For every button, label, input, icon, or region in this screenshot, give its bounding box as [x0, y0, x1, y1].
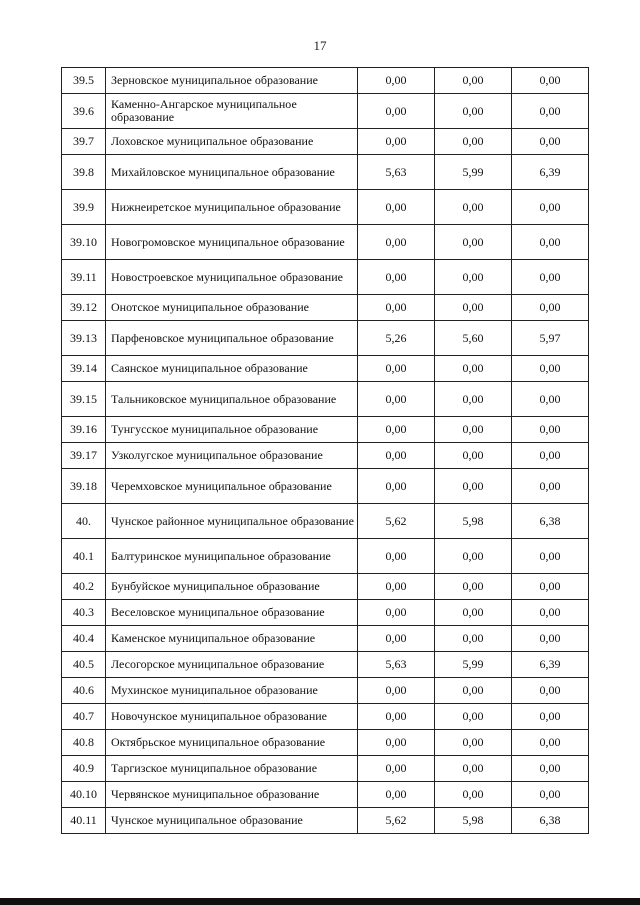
row-name: Парфеновское муниципальное образование — [106, 321, 358, 356]
scan-edge-bar — [0, 898, 640, 905]
row-value-2: 0,00 — [435, 190, 512, 225]
row-value-3: 0,00 — [512, 68, 589, 94]
row-name: Октябрьское муниципальное образование — [106, 730, 358, 756]
table-row — [62, 356, 589, 382]
row-value-1: 0,00 — [358, 704, 435, 730]
table-row — [62, 626, 589, 652]
row-value-3: 0,00 — [512, 600, 589, 626]
row-value-2: 0,00 — [435, 574, 512, 600]
row-value-3: 0,00 — [512, 417, 589, 443]
row-value-1: 0,00 — [358, 782, 435, 808]
row-value-3: 0,00 — [512, 382, 589, 417]
row-value-1: 5,62 — [358, 808, 435, 834]
row-value-1: 0,00 — [358, 190, 435, 225]
row-value-1: 0,00 — [358, 68, 435, 94]
row-value-3: 0,00 — [512, 190, 589, 225]
table-row — [62, 190, 589, 225]
row-value-1: 5,63 — [358, 652, 435, 678]
row-value-3: 0,00 — [512, 626, 589, 652]
row-number: 39.17 — [62, 443, 106, 469]
row-name: Чунское муниципальное образование — [106, 808, 358, 834]
row-value-1: 0,00 — [358, 356, 435, 382]
row-value-2: 5,60 — [435, 321, 512, 356]
row-number: 39.12 — [62, 295, 106, 321]
table-row — [62, 129, 589, 155]
page-number: 17 — [313, 38, 327, 53]
row-value-2: 5,99 — [435, 155, 512, 190]
row-number: 40.5 — [62, 652, 106, 678]
row-value-2: 0,00 — [435, 129, 512, 155]
table-row — [62, 321, 589, 356]
row-number: 39.7 — [62, 129, 106, 155]
row-value-3: 0,00 — [512, 539, 589, 574]
data-table — [61, 67, 589, 834]
row-value-1: 0,00 — [358, 94, 435, 129]
table-row — [62, 808, 589, 834]
row-value-1: 0,00 — [358, 626, 435, 652]
row-value-3: 0,00 — [512, 469, 589, 504]
row-value-2: 0,00 — [435, 626, 512, 652]
table-row — [62, 225, 589, 260]
row-number: 40.11 — [62, 808, 106, 834]
row-number: 39.13 — [62, 321, 106, 356]
row-name: Саянское муниципальное образование — [106, 356, 358, 382]
row-value-1: 0,00 — [358, 539, 435, 574]
row-value-1: 0,00 — [358, 574, 435, 600]
row-name: Узколугское муниципальное образование — [106, 443, 358, 469]
row-name: Онотское муниципальное образование — [106, 295, 358, 321]
row-value-3: 0,00 — [512, 756, 589, 782]
table-row — [62, 94, 589, 129]
row-name: Червянское муниципальное образование — [106, 782, 358, 808]
table-row — [62, 68, 589, 94]
table-row — [62, 443, 589, 469]
row-number: 40.10 — [62, 782, 106, 808]
row-name: Зерновское муниципальное образование — [106, 68, 358, 94]
row-value-1: 0,00 — [358, 730, 435, 756]
row-value-2: 0,00 — [435, 356, 512, 382]
table-row — [62, 756, 589, 782]
row-value-3: 0,00 — [512, 225, 589, 260]
row-value-1: 0,00 — [358, 469, 435, 504]
row-value-3: 0,00 — [512, 574, 589, 600]
row-number: 40.1 — [62, 539, 106, 574]
table-row — [62, 600, 589, 626]
row-value-3: 0,00 — [512, 678, 589, 704]
row-value-2: 0,00 — [435, 225, 512, 260]
table-row — [62, 704, 589, 730]
row-number: 39.10 — [62, 225, 106, 260]
row-number: 40.6 — [62, 678, 106, 704]
row-value-1: 0,00 — [358, 295, 435, 321]
row-value-2: 0,00 — [435, 68, 512, 94]
row-name: Мухинское муниципальное образование — [106, 678, 358, 704]
row-name: Тунгусское муниципальное образование — [106, 417, 358, 443]
row-number: 39.9 — [62, 190, 106, 225]
row-value-1: 0,00 — [358, 678, 435, 704]
row-name: Балтуринское муниципальное образование — [106, 539, 358, 574]
row-value-2: 0,00 — [435, 600, 512, 626]
row-name: Новочунское муниципальное образование — [106, 704, 358, 730]
table-row — [62, 155, 589, 190]
row-number: 39.5 — [62, 68, 106, 94]
table-row — [62, 574, 589, 600]
row-value-2: 0,00 — [435, 295, 512, 321]
table-row — [62, 469, 589, 504]
row-number: 39.11 — [62, 260, 106, 295]
row-number: 40.7 — [62, 704, 106, 730]
row-value-1: 0,00 — [358, 417, 435, 443]
row-value-2: 5,98 — [435, 808, 512, 834]
row-number: 39.6 — [62, 94, 106, 129]
table-row — [62, 504, 589, 539]
row-name: Нижнеиретское муниципальное образование — [106, 190, 358, 225]
row-value-1: 0,00 — [358, 600, 435, 626]
row-number: 40.2 — [62, 574, 106, 600]
row-name: Каменское муниципальное образование — [106, 626, 358, 652]
row-number: 39.8 — [62, 155, 106, 190]
row-value-3: 0,00 — [512, 730, 589, 756]
table-row — [62, 539, 589, 574]
row-value-2: 0,00 — [435, 94, 512, 129]
row-name: Новостроевское муниципальное образование — [106, 260, 358, 295]
row-value-3: 0,00 — [512, 782, 589, 808]
row-value-3: 6,39 — [512, 155, 589, 190]
row-number: 40.4 — [62, 626, 106, 652]
row-name: Новогромовское муниципальное образование — [106, 225, 358, 260]
row-value-2: 0,00 — [435, 382, 512, 417]
row-number: 40.9 — [62, 756, 106, 782]
table-row — [62, 295, 589, 321]
row-number: 39.16 — [62, 417, 106, 443]
row-value-1: 0,00 — [358, 443, 435, 469]
row-value-2: 0,00 — [435, 730, 512, 756]
row-value-1: 0,00 — [358, 225, 435, 260]
row-value-2: 0,00 — [435, 469, 512, 504]
row-name: Михайловское муниципальное образование — [106, 155, 358, 190]
row-value-2: 5,98 — [435, 504, 512, 539]
row-name: Веселовское муниципальное образование — [106, 600, 358, 626]
row-number: 39.15 — [62, 382, 106, 417]
row-value-2: 0,00 — [435, 417, 512, 443]
row-value-3: 0,00 — [512, 295, 589, 321]
table-row — [62, 730, 589, 756]
row-value-3: 6,39 — [512, 652, 589, 678]
row-value-2: 0,00 — [435, 678, 512, 704]
table-row — [62, 782, 589, 808]
table-row — [62, 382, 589, 417]
table-row — [62, 417, 589, 443]
row-name: Черемховское муниципальное образование — [106, 469, 358, 504]
row-number: 39.18 — [62, 469, 106, 504]
row-value-2: 5,99 — [435, 652, 512, 678]
row-name: Бунбуйское муниципальное образование — [106, 574, 358, 600]
row-name: Таргизское муниципальное образование — [106, 756, 358, 782]
row-value-3: 6,38 — [512, 504, 589, 539]
table-row — [62, 678, 589, 704]
row-value-1: 0,00 — [358, 260, 435, 295]
row-value-3: 0,00 — [512, 94, 589, 129]
row-value-3: 0,00 — [512, 443, 589, 469]
row-name: Чунское районное муниципальное образование — [106, 504, 358, 539]
row-value-3: 6,38 — [512, 808, 589, 834]
row-value-3: 0,00 — [512, 129, 589, 155]
row-value-2: 0,00 — [435, 260, 512, 295]
row-value-2: 0,00 — [435, 443, 512, 469]
row-value-2: 0,00 — [435, 539, 512, 574]
row-value-3: 0,00 — [512, 704, 589, 730]
table-row — [62, 652, 589, 678]
row-value-3: 5,97 — [512, 321, 589, 356]
row-name: Лоховское муниципальное образование — [106, 129, 358, 155]
row-value-1: 0,00 — [358, 756, 435, 782]
row-value-1: 0,00 — [358, 382, 435, 417]
row-value-1: 0,00 — [358, 129, 435, 155]
row-value-1: 5,26 — [358, 321, 435, 356]
row-name: Тальниковское муниципальное образование — [106, 382, 358, 417]
row-name: Лесогорское муниципальное образование — [106, 652, 358, 678]
row-number: 40.3 — [62, 600, 106, 626]
row-value-1: 5,63 — [358, 155, 435, 190]
row-value-3: 0,00 — [512, 356, 589, 382]
row-number: 39.14 — [62, 356, 106, 382]
row-value-3: 0,00 — [512, 260, 589, 295]
row-number: 40.8 — [62, 730, 106, 756]
row-number: 40. — [62, 504, 106, 539]
row-value-1: 5,62 — [358, 504, 435, 539]
row-value-2: 0,00 — [435, 756, 512, 782]
row-name: Каменно-Ангарское муниципальное образование — [106, 94, 358, 129]
row-value-2: 0,00 — [435, 704, 512, 730]
row-value-2: 0,00 — [435, 782, 512, 808]
table-row — [62, 260, 589, 295]
